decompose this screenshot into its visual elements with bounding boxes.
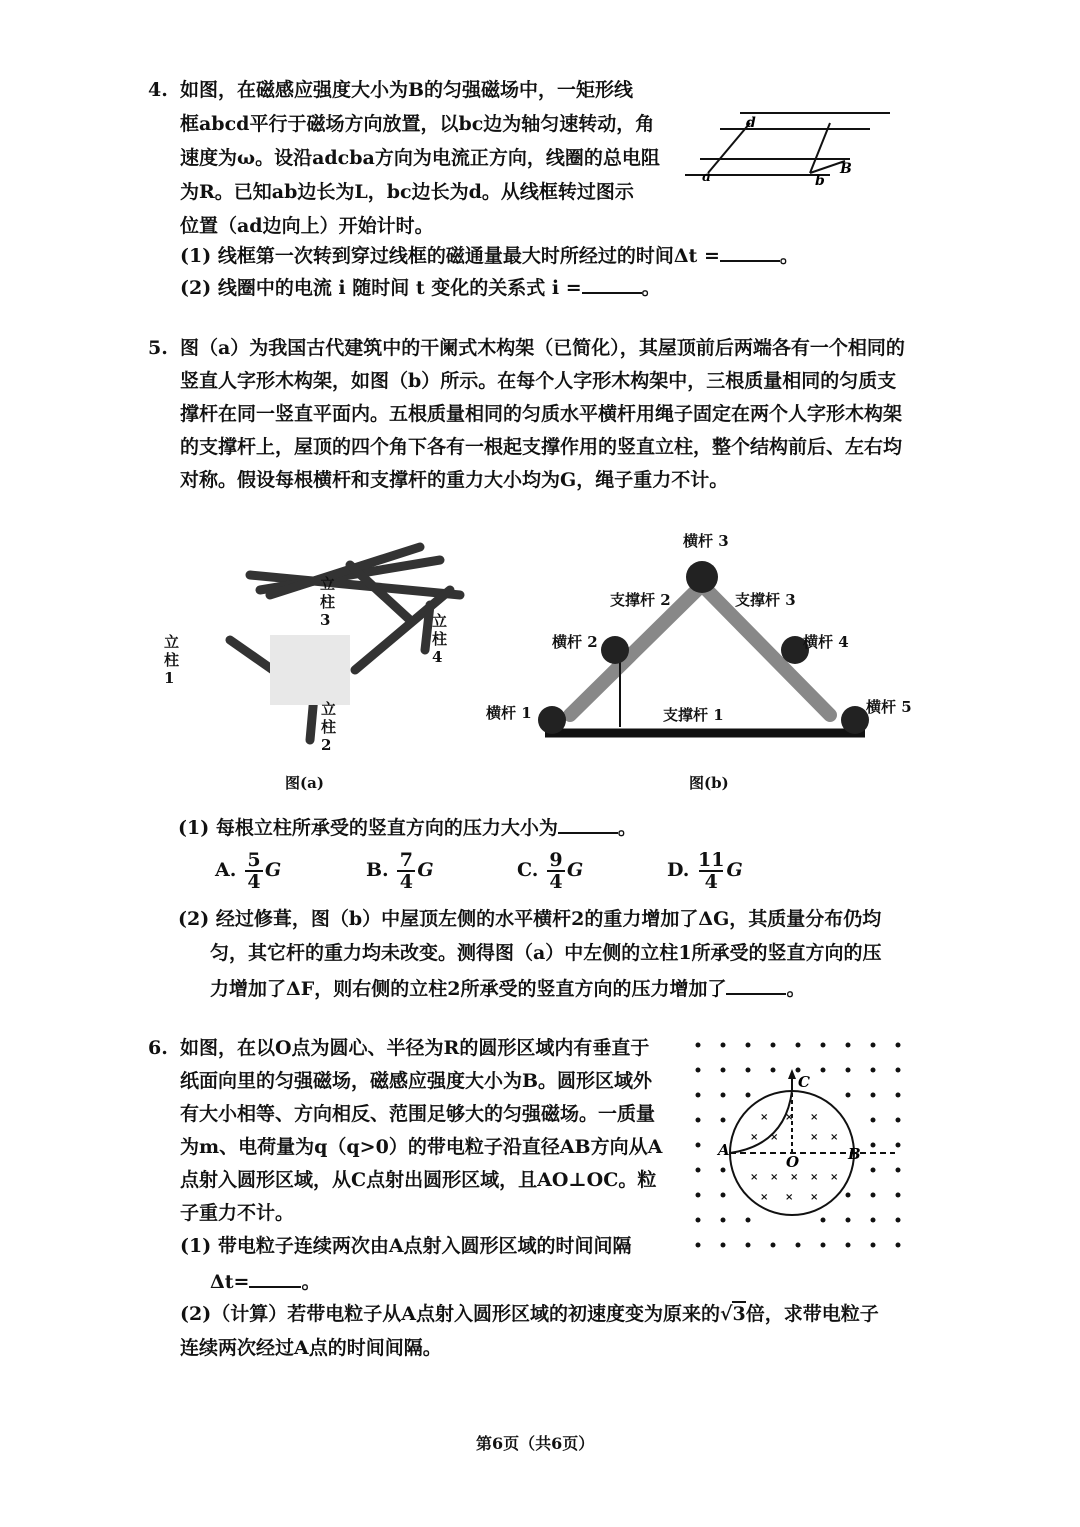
fraction [245, 850, 263, 892]
q5-line: 竖直人字形木构架，如图（b）所示。在每个人字形木构架中，三根质量相同的匀质支 [180, 370, 897, 392]
q5-sub2-line: 匀，其它杆的重力均未改变。测得图（a）中左侧的立柱1所承受的竖直方向的压 [210, 942, 882, 964]
label-C: C [798, 1073, 810, 1091]
q6-sub1 [180, 1232, 632, 1296]
label-b: b [815, 173, 825, 189]
svg-text:×: × [810, 1112, 819, 1123]
answer-blank[interactable] [582, 272, 642, 294]
q5-sub1-text: (1) 每根立柱所承受的竖直方向的压力大小为 [178, 817, 558, 839]
option-b[interactable] [366, 848, 434, 892]
field-dot [721, 1118, 726, 1123]
svg-text:×: × [750, 1132, 759, 1143]
field-dot [721, 1093, 726, 1098]
field-dot [871, 1093, 876, 1098]
denominator: 4 [399, 871, 413, 893]
beam [425, 605, 430, 650]
svg-text:×: × [830, 1172, 839, 1183]
denominator: 4 [704, 871, 718, 893]
field-dot [846, 1068, 851, 1073]
label-d: d [746, 115, 756, 131]
q6-line: 子重力不计。 [180, 1202, 295, 1224]
svg-text:×: × [810, 1192, 819, 1203]
q6-field-diagram [690, 1035, 915, 1260]
q6-sub2-text: (2)（计算）若带电粒子从A点射入圆形区域的初速度变为原来的 [180, 1303, 720, 1325]
pillar2-label: 立柱2 [321, 700, 337, 754]
field-dot [696, 1093, 701, 1098]
coil-side-ad [708, 123, 750, 173]
q4-coil-diagram [680, 105, 900, 195]
field-dot [896, 1043, 901, 1048]
beam-1-section [538, 706, 566, 734]
denominator: 4 [549, 871, 563, 893]
q5-line: 图（a）为我国古代建筑中的干阑式木构架（已简化），其屋顶前后两端各有一个相同的 [180, 337, 905, 359]
q5-sub2-text: 力增加了ΔF，则右侧的立柱2所承受的竖直方向的压力增加了 [210, 978, 727, 1000]
field-dot [696, 1043, 701, 1048]
svg-text:×: × [760, 1112, 769, 1123]
q4-sub2: (2) 线圈中的电流 i 随时间 t 变化的关系式 i = 。 [180, 272, 661, 302]
field-dot [871, 1193, 876, 1198]
svg-text:×: × [770, 1132, 779, 1143]
label-B: B [840, 161, 852, 177]
answer-blank[interactable] [558, 812, 618, 834]
q4-line: 框abcd平行于磁场方向放置，以bc边为轴匀速转动，角 [180, 113, 655, 135]
option-letter: C. [517, 859, 539, 881]
option-letter: D. [667, 859, 690, 881]
q5-line: 的支撑杆上，屋顶的四个角下各有一根起支撑作用的竖直立柱，整个结构前后、左右均 [180, 436, 903, 458]
sqrt-symbol: √ [719, 1303, 733, 1325]
q4-sub1: (1) 线框第一次转到穿过线框的磁通量最大时所经过的时间Δt = 。 [180, 240, 799, 270]
label-O: O [786, 1153, 800, 1171]
field-dot [871, 1218, 876, 1223]
q6-sub2 [180, 1300, 879, 1362]
label-A: A [718, 1141, 730, 1159]
q4-line: 位置（ad边向上）开始计时。 [180, 215, 434, 237]
q6-sub2-text: 倍，求带电粒子 [745, 1303, 879, 1325]
svg-text:×: × [750, 1172, 759, 1183]
field-dot [821, 1243, 826, 1248]
unit: G [567, 859, 584, 881]
figure-b [530, 555, 900, 755]
q6-number: 6. [148, 1037, 168, 1059]
field-dot [721, 1193, 726, 1198]
q6-line: 点射入圆形区域，从C点射出圆形区域，且AO⊥OC。粒 [180, 1169, 657, 1191]
field-dot [896, 1193, 901, 1198]
strut1-label: 支撑杆 1 [663, 706, 724, 724]
beam-2-section [601, 636, 629, 664]
field-dot [896, 1168, 901, 1173]
field-dot [846, 1043, 851, 1048]
field-dot [746, 1243, 751, 1248]
q4-number: 4. [148, 79, 168, 101]
q5-line: 撑杆在同一竖直平面内。五根质量相同的匀质水平横杆用绳子固定在两个人字形木构架 [180, 403, 903, 425]
field-dot [896, 1218, 901, 1223]
answer-blank[interactable] [726, 973, 786, 995]
field-dot [721, 1243, 726, 1248]
q6-line: 纸面向里的匀强磁场，磁感应强度大小为B。圆形区域外 [180, 1070, 653, 1092]
field-dot [721, 1043, 726, 1048]
q6-sub1-answer-line: Δt= 。 [180, 1266, 632, 1296]
page-footer: 第6页（共6页） [476, 1434, 595, 1453]
field-dot [871, 1043, 876, 1048]
field-dot [771, 1043, 776, 1048]
field-dot [871, 1243, 876, 1248]
figure-a-caption: 图(a) [285, 774, 324, 792]
numerator: 9 [549, 849, 563, 871]
field-dot [871, 1068, 876, 1073]
field-dot [896, 1118, 901, 1123]
beam4-label: 横杆 4 [803, 633, 849, 651]
field-dot [696, 1143, 701, 1148]
q5-line: 对称。假设每根横杆和支撑杆的重力大小均为G，绳子重力不计。 [180, 469, 729, 491]
q6-stem [180, 1034, 662, 1227]
field-dot [821, 1043, 826, 1048]
q6-line: 为m、电荷量为q（q>0）的带电粒子沿直径AB方向从A [180, 1136, 663, 1158]
beam3-label: 横杆 3 [683, 532, 729, 550]
q4-line: 如图，在磁感应强度大小为B的匀强磁场中，一矩形线 [180, 79, 634, 101]
beam1-label: 横杆 1 [486, 704, 532, 722]
field-dot [796, 1243, 801, 1248]
fraction [547, 850, 565, 892]
field-dot [846, 1218, 851, 1223]
unit: G [264, 859, 282, 881]
q5-sub2-line-last: 力增加了ΔF，则右侧的立柱2所承受的竖直方向的压力增加了 。 [178, 973, 882, 1003]
q5-sub2 [178, 905, 882, 1003]
sqrt-value: 3 [732, 1303, 746, 1325]
q6-line: 如图，在以O点为圆心、半径为R的圆形区域内有垂直于 [180, 1037, 650, 1059]
field-dot [746, 1218, 751, 1223]
svg-text:×: × [810, 1132, 819, 1143]
q4-line: 速度为ω。设沿adcba方向为电流正方向，线圈的总电阻 [180, 147, 660, 169]
coil-side-bc [810, 123, 830, 173]
q5-number: 5. [148, 337, 168, 359]
field-dot [896, 1093, 901, 1098]
beam5-label: 横杆 5 [866, 698, 912, 716]
field-dot [821, 1068, 826, 1073]
q5-stem [180, 334, 905, 494]
field-dot [871, 1143, 876, 1148]
q4-line: 为R。已知ab边长为L，bc边长为d。从线框转过图示 [180, 181, 634, 203]
numerator: 7 [399, 849, 413, 871]
field-dot [696, 1193, 701, 1198]
field-dot [846, 1193, 851, 1198]
field-dot [771, 1243, 776, 1248]
unit: G [726, 859, 743, 881]
q4-sub2-text: (2) 线圈中的电流 i 随时间 t 变化的关系式 i = [180, 277, 582, 299]
strut2-label: 支撑杆 2 [610, 591, 671, 609]
svg-text:×: × [830, 1132, 839, 1143]
strut3-label: 支撑杆 3 [735, 591, 796, 609]
field-dot [896, 1143, 901, 1148]
field-dot [721, 1068, 726, 1073]
denominator: 4 [247, 871, 261, 893]
q5-sub1: (1) 每根立柱所承受的竖直方向的压力大小为 。 [178, 812, 637, 842]
field-dot [796, 1068, 801, 1073]
option-d[interactable] [667, 848, 743, 892]
figure-b-caption: 图(b) [689, 774, 729, 792]
q4-stem [180, 76, 660, 240]
field-dot [696, 1118, 701, 1123]
unit: G [417, 859, 434, 881]
q6-sub2-line1 [180, 1300, 879, 1328]
option-letter: B. [366, 859, 389, 881]
label-a: a [702, 169, 712, 185]
numerator: 5 [247, 849, 261, 871]
field-dot [846, 1093, 851, 1098]
svg-text:×: × [785, 1112, 794, 1123]
field-dot [746, 1043, 751, 1048]
fraction [698, 850, 724, 892]
svg-text:×: × [760, 1192, 769, 1203]
pillar1-label: 立柱1 [164, 633, 180, 687]
field-dot [721, 1218, 726, 1223]
field-dot [746, 1068, 751, 1073]
field-dot [746, 1093, 751, 1098]
q6-sub2-line2: 连续两次经过A点的时间间隔。 [180, 1337, 442, 1359]
q6-line: 有大小相等、方向相反、范围足够大的匀强磁场。一质量 [180, 1103, 656, 1125]
field-dot [871, 1168, 876, 1173]
field-dot [896, 1243, 901, 1248]
svg-text:×: × [785, 1192, 794, 1203]
q6-sub1-dt: Δt= [210, 1271, 250, 1293]
svg-text:×: × [790, 1172, 799, 1183]
option-a[interactable] [215, 848, 281, 892]
label-B: B [848, 1145, 861, 1163]
field-dot [821, 1218, 826, 1223]
answer-blank[interactable] [720, 240, 780, 262]
svg-text:×: × [810, 1172, 819, 1183]
pillar3-label: 立柱3 [320, 575, 336, 629]
field-dot [721, 1168, 726, 1173]
svg-text:×: × [770, 1172, 779, 1183]
field-dot [696, 1168, 701, 1173]
q5-sub2-line: (2) 经过修葺，图（b）中屋顶左侧的水平横杆2的重力增加了ΔG，其质量分布仍均 [178, 908, 882, 930]
field-dot [896, 1068, 901, 1073]
field-dot [871, 1118, 876, 1123]
numerator: 11 [698, 849, 725, 871]
q6-sub1-text: (1) 带电粒子连续两次由A点射入圆形区域的时间间隔 [180, 1235, 632, 1257]
beam-5-section [841, 706, 869, 734]
field-dot [771, 1068, 776, 1073]
field-dot [846, 1243, 851, 1248]
field-dot [696, 1243, 701, 1248]
option-c[interactable] [517, 848, 583, 892]
beam-3-section [686, 561, 718, 593]
field-dot [696, 1218, 701, 1223]
answer-blank[interactable] [249, 1266, 301, 1288]
q4-sub1-text: (1) 线框第一次转到穿过线框的磁通量最大时所经过的时间Δt = [180, 245, 720, 267]
beam2-label: 横杆 2 [552, 633, 598, 651]
option-letter: A. [215, 859, 237, 881]
pillar4-label: 立柱4 [432, 612, 448, 666]
field-dot [696, 1068, 701, 1073]
field-dot [796, 1043, 801, 1048]
fraction [397, 850, 415, 892]
